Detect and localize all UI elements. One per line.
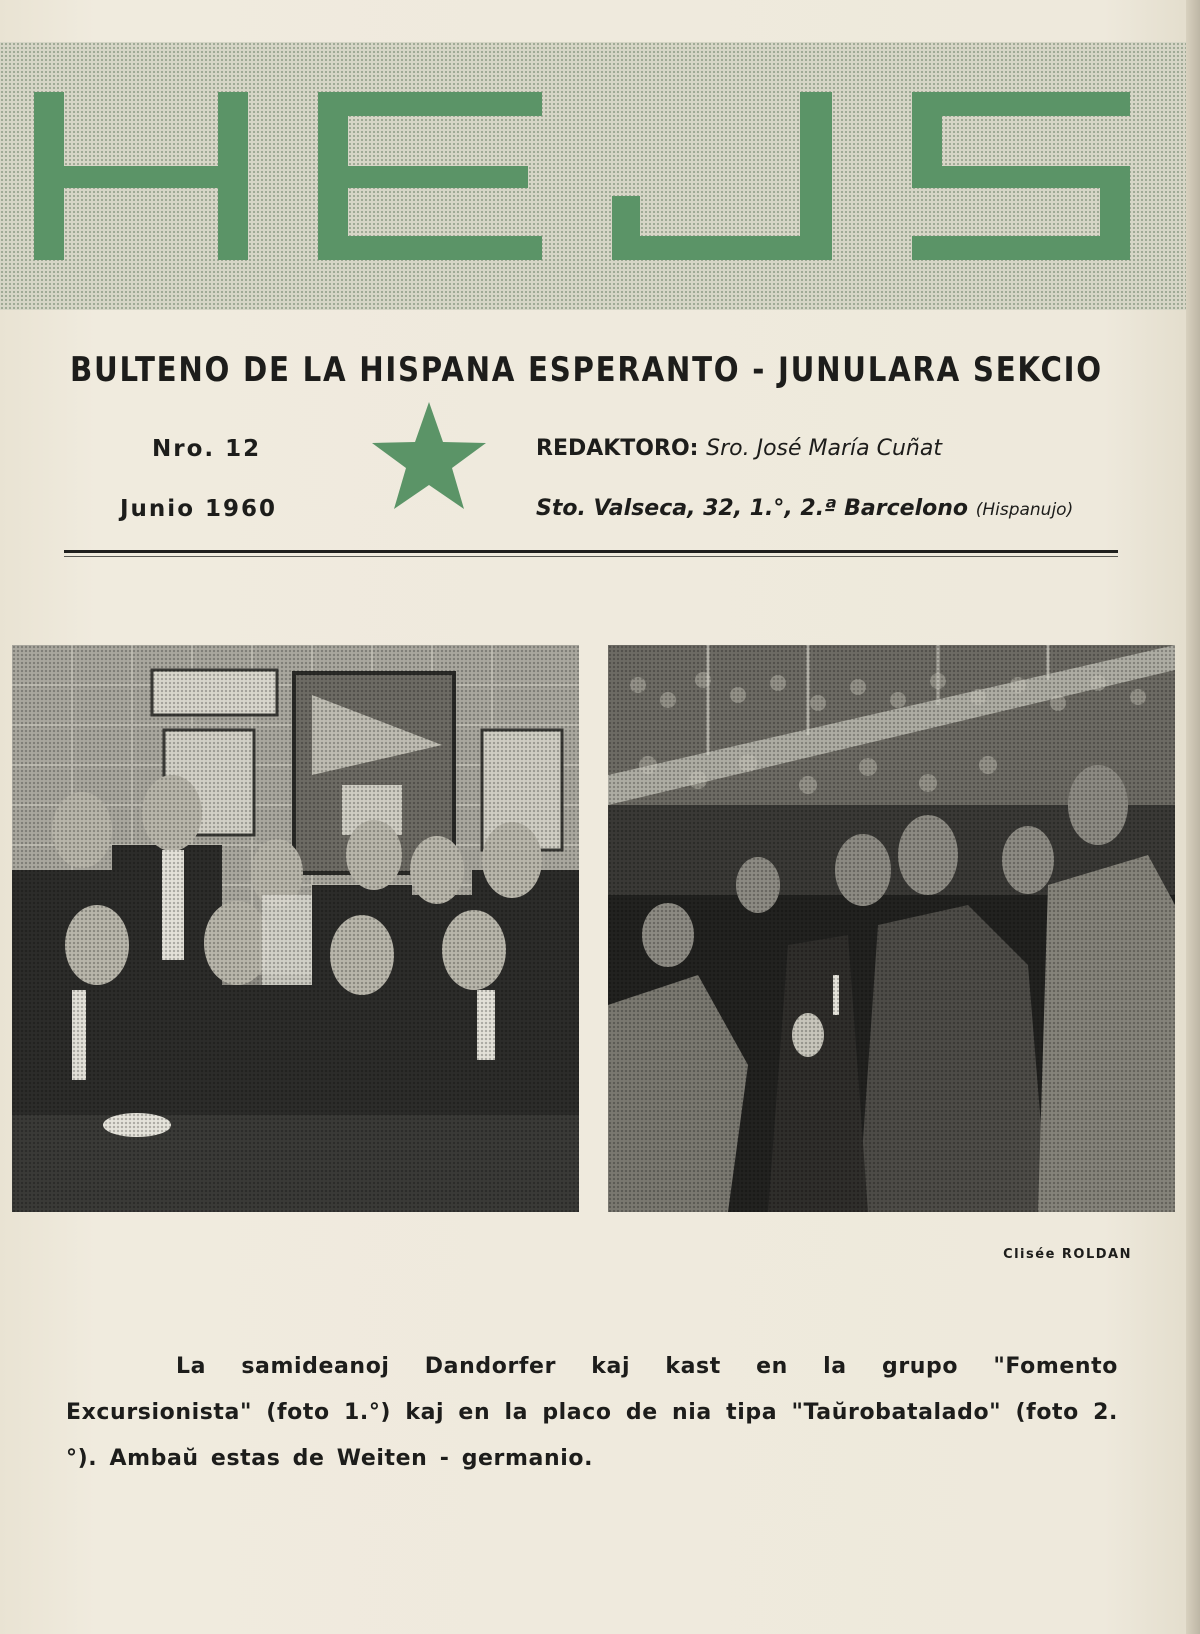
- group-portrait-image: [12, 645, 579, 1212]
- photo-bullring-crowd: [608, 645, 1175, 1212]
- letter-s-bottom: [912, 236, 1130, 260]
- header-rule-thin: [64, 556, 1118, 557]
- letter-j-stem: [800, 92, 832, 260]
- header-rule-thick: [64, 550, 1118, 553]
- letter-j-bottom: [612, 236, 832, 260]
- letter-h-crossbar: [34, 166, 248, 188]
- bulletin-title: BULTENO DE LA HISPANA ESPERANTO - JUNULARA SEKCIO: [70, 350, 1103, 390]
- letter-e-middle: [318, 166, 528, 188]
- issue-number: Nro. 12: [152, 436, 262, 462]
- masthead-letters: [34, 92, 1130, 260]
- photo-group-portrait: [12, 645, 579, 1212]
- esperanto-star-icon: [370, 400, 488, 512]
- photo-caption: La samideanoj Dandorfer kaj kast en la grupo "Fomento Excursionista" (foto 1.°) kaj en la placo de nia tipa "Taŭrobatalado" (foto 2.°). Ambaŭ estas de Weiten - germanio.: [66, 1354, 1118, 1471]
- letter-e-top: [318, 92, 542, 116]
- editor-line: [536, 436, 942, 461]
- editor-label: REDAKTORO:: [536, 436, 699, 461]
- editor-country: (Hispanujo): [975, 500, 1074, 520]
- masthead-title-logo: [0, 42, 1186, 310]
- letter-s-top: [912, 92, 1130, 116]
- masthead-band: [0, 42, 1186, 310]
- address-line: [536, 496, 1073, 521]
- bullring-crowd-image: [608, 645, 1175, 1212]
- photo-credit: Clisée ROLDAN: [1003, 1247, 1132, 1262]
- letter-s-middle: [912, 166, 1130, 188]
- editor-name: Sro. José María Cuñat: [706, 436, 942, 461]
- editor-address: Sto. Valseca, 32, 1.°, 2.ª Barcelono: [536, 496, 969, 521]
- letter-e-bottom: [318, 236, 542, 260]
- letter-j-hook: [612, 196, 640, 260]
- page-edge-shadow: [1186, 0, 1200, 1634]
- issue-date: Junio 1960: [120, 496, 278, 522]
